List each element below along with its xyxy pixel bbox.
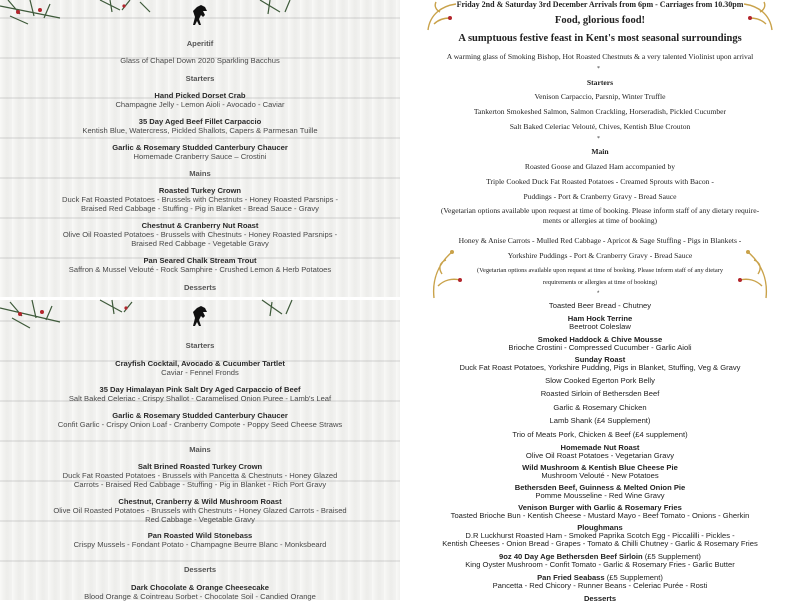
dish-desc: Carrots - Braised Red Cabbage - Stuffing - Pig in Blanket - Rich Port Gravy	[73, 480, 327, 489]
dish-desc: Toasted Brioche Bun - Kentish Cheese - Mustard Mayo - Beef Tomato - Onions - Gherkin	[450, 511, 750, 520]
divider-star: *	[597, 136, 600, 142]
dish-title: 35 Day Himalayan Pink Salt Dry Aged Carpaccio of Beef	[99, 385, 301, 394]
dish-title: 9oz 40 Day Age Bethersden Beef Sirloin	[499, 552, 643, 561]
dish-desc: Duck Fat Roasted Potatoes - Brussels with Chestnuts - Honey Roasted Parsnips -	[61, 195, 339, 204]
dish-desc: King Oyster Mushroom - Confit Tomato - Garlic & Rosemary Fries - Garlic Butter	[465, 560, 735, 569]
roast-option: Lamb Shank (£4 Supplement)	[549, 416, 651, 425]
vegetarian-note: ments or allergies at time of booking)	[542, 216, 658, 225]
vegetarian-note: (Vegetarian options available upon request at time of booking. Please inform staff of any dietary require-	[440, 206, 760, 215]
horse-logo-icon	[189, 3, 211, 27]
aperitif-line: Glass of Chapel Down 2020 Sparkling Bacchus	[120, 56, 280, 65]
heading-aperitif: Aperitif	[186, 39, 214, 48]
dish-desc: Crispy Mussels - Fondant Potato - Champagne Beurre Blanc - Monksbeard	[73, 540, 327, 549]
dish-desc: Caviar - Fennel Fronds	[161, 368, 239, 377]
dish-desc: Braised Red Cabbage - Vegetable Gravy	[131, 239, 269, 248]
menu-panel-festive-feast	[400, 0, 800, 300]
vegetarian-note: (Vegetarian options available upon request at time of booking. Please inform staff of any dietary	[476, 267, 724, 274]
dish-desc: Confit Garlic - Crispy Onion Loaf - Cranberry Compote - Poppy Seed Cheese Straws	[57, 420, 343, 429]
welcome-line: A warming glass of Smoking Bishop, Hot Roasted Chestnuts & a very talented Violinist upon arrival	[446, 52, 754, 61]
dish-title: Pan Seared Chalk Stream Trout	[143, 256, 257, 265]
heading-starters: Starters	[586, 78, 614, 87]
headline: Food, glorious food!	[554, 15, 646, 26]
dish-title: Ham Hock Terrine	[567, 314, 633, 323]
dish-desc: Braised Red Cabbage - Stuffing - Pig in Blanket - Bread Sauce - Gravy	[81, 204, 319, 213]
dish-title: Wild Mushroom & Kentish Blue Cheese Pie	[522, 463, 678, 472]
dish-desc: Olive Oil Roasted Potatoes - Brussels with Chestnuts - Honey Glazed Carrots - Braised	[53, 506, 347, 515]
heading-desserts: Desserts	[583, 594, 617, 603]
main-item: Triple Cooked Duck Fat Roasted Potatoes - Creamed Sprouts with Bacon -	[486, 177, 714, 186]
dish-title: Dark Chocolate & Orange Cheesecake	[130, 583, 269, 592]
dish-desc: Homemade Cranberry Sauce – Crostini	[133, 152, 267, 161]
dish-title: Hand Picked Dorset Crab	[154, 91, 246, 100]
supplement-note: (£5 Supplement)	[642, 552, 701, 561]
dish-desc: Duck Fat Roast Potatoes, Yorkshire Pudding, Pigs in Blanket, Stuffing, Veg & Gravy	[459, 363, 741, 372]
heading-starters: Starters	[185, 74, 215, 83]
dish-desc: Saffron & Mussel Velouté - Rock Samphire - Crushed Lemon & Herb Potatoes	[68, 265, 332, 274]
dish-title: 35 Day Aged Beef Fillet Carpaccio	[138, 117, 262, 126]
main-item: Puddings - Port & Cranberry Gravy - Bread Sauce	[523, 192, 677, 201]
dish-title: Pan Roasted Wild Stonebass	[147, 531, 253, 540]
dish-title: Roasted Turkey Crown	[158, 186, 242, 195]
heading-starters: Starters	[185, 341, 215, 350]
roast-option: Garlic & Rosemary Chicken	[553, 403, 647, 412]
dish-title: Smoked Haddock & Chive Mousse	[537, 335, 663, 344]
dish-desc: Pancetta - Red Chicory - Runner Beans - Celeriac Purée - Rosti	[492, 581, 708, 590]
dish-desc: D.R Luckhurst Roasted Ham - Smoked Paprika Scotch Egg - Piccalilli - Pickles -	[465, 531, 735, 540]
dish-desc: Salt Baked Celeriac - Crispy Shallot - Caramelised Onion Puree - Lamb's Leaf	[68, 394, 332, 403]
dish-title: Garlic & Rosemary Studded Canterbury Chaucer	[112, 411, 288, 420]
heading-mains: Mains	[189, 445, 211, 454]
heading-mains: Mains	[189, 169, 211, 178]
sides-line: Yorkshire Puddings - Port & Cranberry Gravy - Bread Sauce	[507, 251, 693, 260]
starter-item: Venison Carpaccio, Parsnip, Winter Truffle	[534, 92, 666, 101]
dish-title: Homemade Nut Roast	[560, 443, 640, 452]
dish-title: Pan Fried Seabass	[537, 573, 605, 582]
roast-option: Roasted Sirloin of Bethersden Beef	[540, 389, 660, 398]
dish-desc: Pomme Mousseline - Red Wine Gravy	[535, 491, 665, 500]
menu-line: Toasted Beer Bread - Chutney	[548, 301, 652, 310]
menu-panel-sunday	[400, 291, 800, 603]
starter-item: Tankerton Smokeshed Salmon, Salmon Crackling, Horseradish, Pickled Cucumber	[473, 107, 727, 116]
heading-desserts: Desserts	[183, 565, 217, 574]
arrival-times: Friday 2nd & Saturday 3rd December Arrivals from 6pm - Carriages from 10.30pm	[456, 0, 744, 9]
divider-star: *	[597, 291, 600, 297]
horse-logo-icon	[189, 304, 211, 328]
subheadline: A sumptuous festive feast in Kent's most seasonal surroundings	[458, 33, 742, 44]
vegetarian-note: requirements or allergies at time of booking)	[542, 279, 658, 286]
dish-title: Bethersden Beef, Guinness & Melted Onion Pie	[514, 483, 686, 492]
heading-main: Main	[591, 147, 609, 156]
dish-title: Ploughmans	[577, 523, 623, 532]
roast-option: Trio of Meats Pork, Chicken & Beef (£4 supplement)	[512, 430, 688, 439]
dish-title: Sunday Roast	[574, 355, 626, 364]
menu-panel-aperitif	[0, 0, 400, 297]
divider-star: *	[597, 66, 600, 72]
dish-desc: Olive Oil Roasted Potatoes - Brussels with Chestnuts - Honey Roasted Parsnips -	[62, 230, 338, 239]
dish-desc: Duck Fat Roasted Potatoes - Brussels with Pancetta & Chestnuts - Honey Glazed	[62, 471, 338, 480]
dish-desc: Kentish Cheeses - Onion Bread - Grapes - Tomato & Chilli Chutney - Garlic & Rosemary Fries	[442, 539, 758, 548]
dish-desc: Blood Orange & Cointreau Sorbet - Chocolate Soil - Candied Orange	[84, 592, 316, 601]
roast-option: Slow Cooked Egerton Pork Belly	[545, 376, 655, 385]
main-item: Roasted Goose and Glazed Ham accompanied by	[524, 162, 676, 171]
dish-title: Chestnut, Cranberry & Wild Mushroom Roast	[118, 497, 282, 506]
dish-desc: Champagne Jelly - Lemon Aioli - Avocado - Caviar	[115, 100, 285, 109]
dish-desc: Brioche Crostini - Compressed Cucumber - Garlic Aioli	[508, 343, 692, 352]
menu-panel-festive	[0, 300, 400, 600]
dish-desc: Mushroom Velouté - New Potatoes	[541, 471, 659, 480]
heading-desserts: Desserts	[183, 283, 217, 292]
dish-title: Garlic & Rosemary Studded Canterbury Chaucer	[112, 143, 288, 152]
dish-desc: Olive Oil Roast Potatoes - Vegetarian Gravy	[525, 451, 675, 460]
dish-desc: Red Cabbage - Vegetable Gravy	[145, 515, 255, 524]
dish-desc: Beetroot Coleslaw	[569, 322, 631, 331]
dish-title: Salt Brined Roasted Turkey Crown	[137, 462, 263, 471]
dish-title: Venison Burger with Garlic & Rosemary Fries	[518, 503, 682, 512]
dish-desc: Kentish Blue, Watercress, Pickled Shallots, Capers & Parmesan Tuille	[82, 126, 318, 135]
starter-item: Salt Baked Celeriac Velouté, Chives, Kentish Blue Crouton	[509, 122, 691, 131]
dish-title: Crayfish Cocktail, Avocado & Cucumber Tartlet	[115, 359, 285, 368]
sides-line: Honey & Anise Carrots - Mulled Red Cabbage - Apricot & Sage Stuffing - Pigs in Blankets -	[458, 236, 742, 245]
dish-title: Chestnut & Cranberry Nut Roast	[141, 221, 259, 230]
supplement-note: (£5 Supplement)	[604, 573, 663, 582]
